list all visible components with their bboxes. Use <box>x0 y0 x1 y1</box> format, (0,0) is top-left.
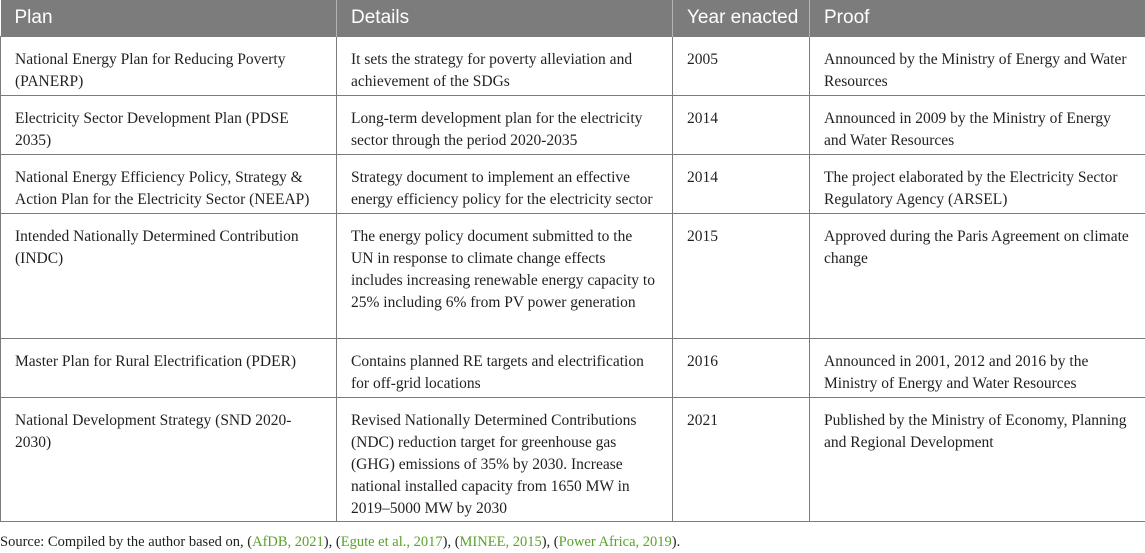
cell-proof: Announced by the Ministry of Energy and Water Resources <box>810 37 1145 96</box>
source-separator: ), ( <box>442 534 460 550</box>
column-header-details: Details <box>337 0 673 37</box>
table-row <box>1 339 1145 398</box>
table-row <box>1 398 1145 522</box>
table-row <box>1 96 1145 155</box>
reference-link-power-africa[interactable]: Power Africa, 2019 <box>558 534 672 550</box>
cell-details: Long-term development plan for the electricity sector through the period 2020-2035 <box>337 96 673 155</box>
source-note <box>0 534 680 551</box>
column-header-year-enacted: Year enacted <box>673 0 810 37</box>
column-header-plan: Plan <box>1 0 337 37</box>
cell-proof: Published by the Ministry of Economy, Planning and Regional Development <box>810 398 1145 522</box>
table-row <box>1 214 1145 339</box>
cell-year: 2015 <box>673 214 810 339</box>
cell-plan: National Development Strategy (SND 2020-2030) <box>1 398 337 522</box>
source-suffix: ). <box>671 534 681 550</box>
cell-plan: Electricity Sector Development Plan (PDSE 2035) <box>1 96 337 155</box>
cell-details: Contains planned RE targets and electrification for off-grid locations <box>337 339 673 398</box>
source-separator: ), ( <box>541 534 559 550</box>
source-prefix: Source: Compiled by the author based on, ( <box>0 534 253 550</box>
source-separator: ), ( <box>323 534 341 550</box>
cell-details: Revised Nationally Determined Contributions (NDC) reduction target for greenhouse gas (GHG) emissions of 35% by 2030. Increase national installed capacity from 1650 MW in 2019–5000 MW by 2030 <box>337 398 673 522</box>
cell-proof: Approved during the Paris Agreement on climate change <box>810 214 1145 339</box>
cell-year: 2014 <box>673 96 810 155</box>
cell-details: Strategy document to implement an effective energy efficiency policy for the electricity sector <box>337 155 673 214</box>
reference-link-egute[interactable]: Egute et al., 2017 <box>340 534 443 550</box>
cell-proof: Announced in 2001, 2012 and 2016 by the Ministry of Energy and Water Resources <box>810 339 1145 398</box>
cell-details: The energy policy document submitted to the UN in response to climate change effects includes increasing renewable energy capacity to 25% including 6% from PV power generation <box>337 214 673 339</box>
cell-plan: National Energy Efficiency Policy, Strategy & Action Plan for the Electricity Sector (NEEAP) <box>1 155 337 214</box>
reference-link-minee[interactable]: MINEE, 2015 <box>459 534 542 550</box>
cell-plan: Intended Nationally Determined Contribution (INDC) <box>1 214 337 339</box>
cell-proof: The project elaborated by the Electricity Sector Regulatory Agency (ARSEL) <box>810 155 1145 214</box>
table-row <box>1 37 1145 96</box>
reference-link-afdb[interactable]: AfDB, 2021 <box>252 534 324 550</box>
cell-year: 2014 <box>673 155 810 214</box>
table-header-row <box>1 0 1145 37</box>
cell-year: 2021 <box>673 398 810 522</box>
table-row <box>1 155 1145 214</box>
cell-details: It sets the strategy for poverty alleviation and achievement of the SDGs <box>337 37 673 96</box>
cell-plan: Master Plan for Rural Electrification (PDER) <box>1 339 337 398</box>
cell-plan: National Energy Plan for Reducing Poverty (PANERP) <box>1 37 337 96</box>
cell-year: 2016 <box>673 339 810 398</box>
cell-year: 2005 <box>673 37 810 96</box>
cell-proof: Announced in 2009 by the Ministry of Energy and Water Resources <box>810 96 1145 155</box>
column-header-proof: Proof <box>810 0 1145 37</box>
